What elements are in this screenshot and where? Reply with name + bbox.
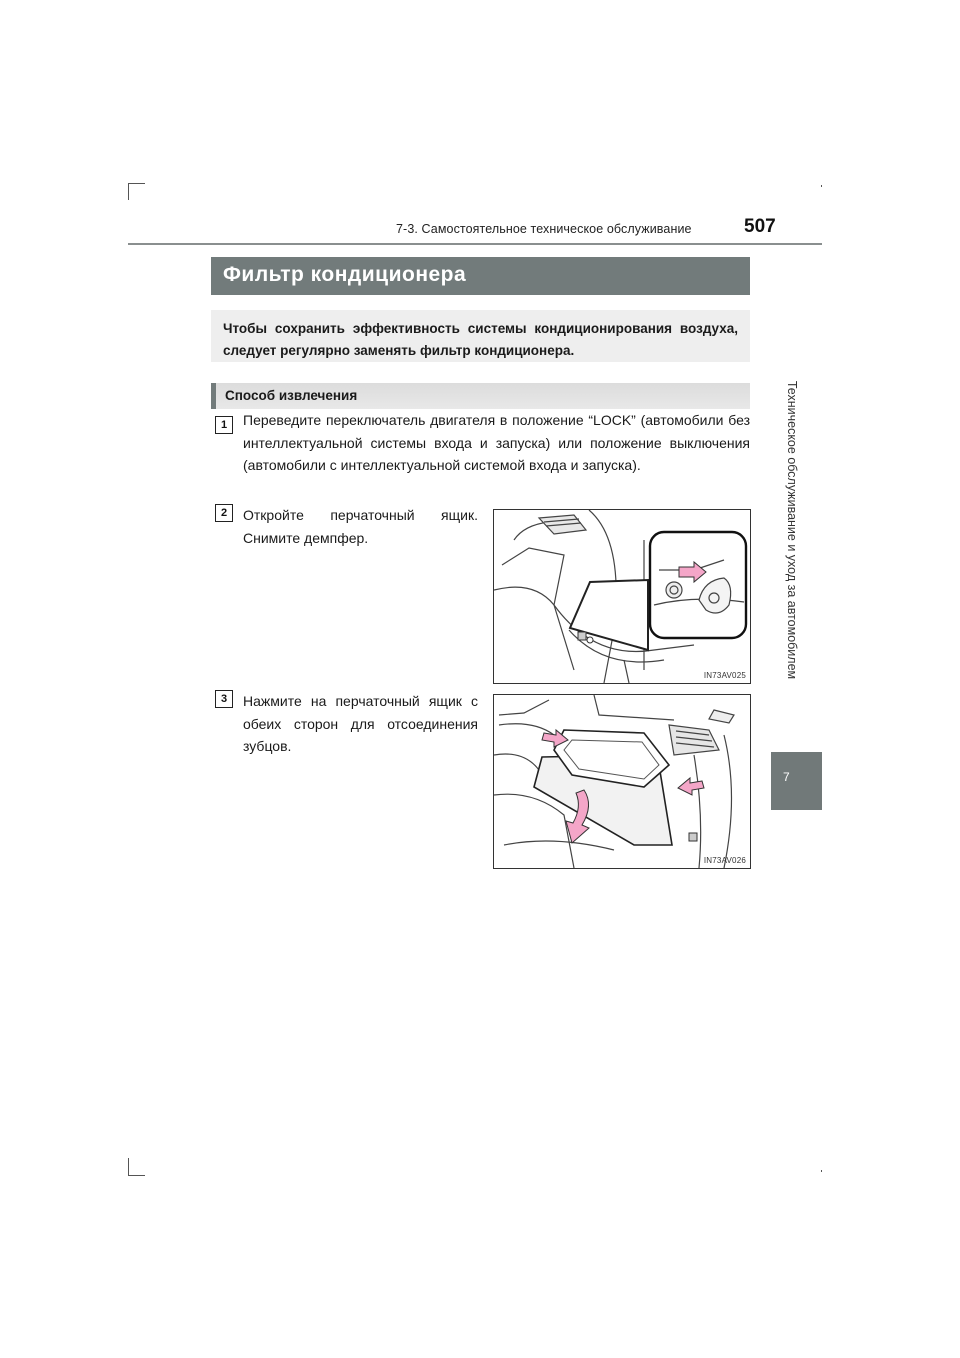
chapter-side-title-text: Техническое обслуживание и уход за автомобилем	[785, 380, 800, 680]
crop-mark	[821, 185, 822, 187]
chapter-side-title	[762, 320, 822, 740]
step-number: 3	[215, 690, 233, 708]
step-text: Нажмите на перчаточный ящик с обеих сторон для отсоединения зубцов.	[243, 693, 478, 754]
step-text: Переведите переключатель двигателя в положение “LOCK” (автомобили без интеллектуальной системы входа и запуска) или положение выключения (автомобили с интеллектуальной системой входа и запуска).	[243, 412, 750, 473]
crop-mark	[128, 1175, 145, 1176]
arrow-icon	[678, 778, 704, 795]
step-text: Откройте перчаточный ящик. Снимите демпфер.	[243, 507, 478, 546]
intro-text: Чтобы сохранить эффективность системы кондиционирования воздуха, следует регулярно заменять фильтр кондиционера.	[223, 321, 738, 358]
page-title: Фильтр кондиционера	[223, 263, 467, 286]
page-title-bar	[211, 257, 750, 295]
figure-glovebox	[493, 694, 751, 869]
step-number: 1	[215, 416, 233, 434]
crop-mark	[128, 183, 129, 200]
chapter-tab	[771, 752, 822, 810]
header-rule	[128, 243, 822, 245]
section-heading: Способ извлечения	[225, 388, 358, 403]
intro-box	[211, 310, 750, 362]
running-header: 7-3. Самостоятельное техническое обслуживание	[396, 222, 692, 236]
section-accent	[211, 383, 216, 409]
figure-code: IN73AV025	[703, 671, 746, 680]
illustration-glovebox-removal	[494, 695, 750, 868]
page-number: 507	[744, 216, 776, 237]
chapter-number: 7	[783, 770, 790, 784]
crop-mark	[128, 1158, 129, 1175]
section-heading-bar	[211, 383, 750, 409]
figure-damper	[493, 509, 751, 684]
crop-mark	[821, 1170, 822, 1172]
figure-code: IN73AV026	[703, 856, 746, 865]
step-number: 2	[215, 504, 233, 522]
crop-mark	[128, 183, 145, 184]
illustration-glovebox-damper	[494, 510, 750, 683]
